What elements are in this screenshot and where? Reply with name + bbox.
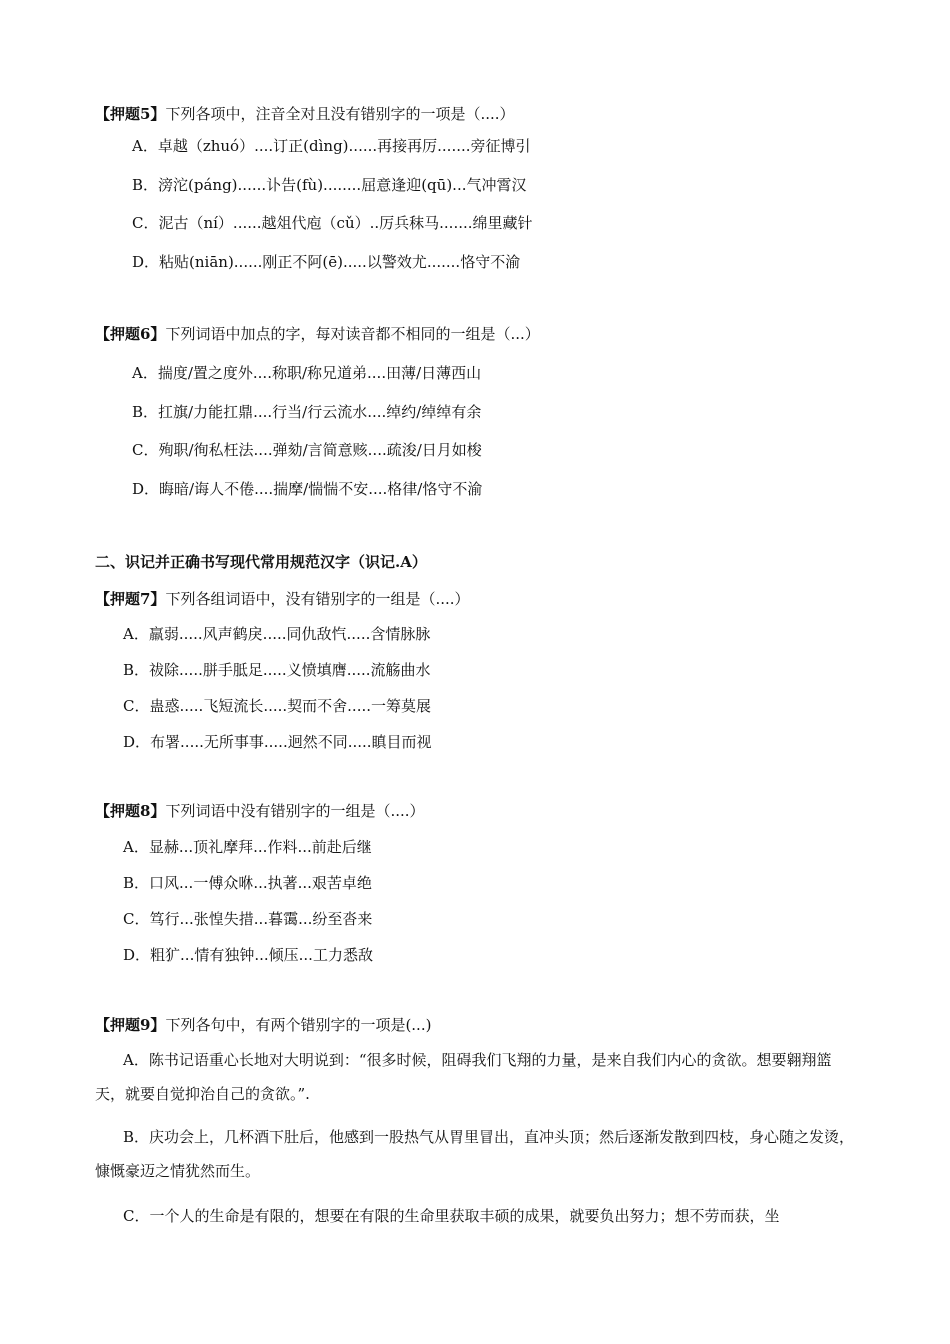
question-8-stem	[95, 801, 425, 821]
question-6-option-a: A．揣度/置之度外....称职/称兄道弟....田薄/日薄西山	[132, 364, 482, 382]
question-9-label: 【押题9】	[95, 1016, 166, 1034]
question-7-text: 下列各组词语中，没有错别字的一组是（....）	[165, 590, 470, 608]
question-7-option-d: D．布署.....无所事事.....迥然不同.....瞋目而视	[123, 733, 432, 751]
question-8-option-c: C．笃行...张惶失措...暮霭...纷至沓来	[123, 910, 373, 928]
question-6-option-d: D．晦暗/诲人不倦....揣摩/惴惴不安....格律/恪守不渝	[132, 480, 483, 498]
question-5-option-c: C．泥古（ní）......越俎代庖（cǔ）..厉兵秣马.......绵里藏针	[132, 214, 533, 232]
question-5-label: 【押题5】	[95, 105, 166, 123]
question-5-option-d: D．粘贴(niān)......刚正不阿(ē).....以警效尤.......恪守不渝	[132, 253, 521, 271]
question-7-option-b: B．祓除.....胼手胝足.....义愤填膺.....流觞曲水	[123, 661, 431, 679]
question-7-option-a: A．羸弱.....风声鹤戾.....同仇敌忾.....含情脉脉	[123, 625, 431, 643]
question-6-stem	[95, 324, 540, 344]
question-5-option-a: A．卓越（zhuó）....订正(dìng)......再接再厉.......旁征博引	[132, 137, 531, 155]
question-7-option-c: C．蛊惑.....飞短流长.....契而不舍.....一筹莫展	[123, 697, 431, 715]
question-9-option-a	[95, 1043, 860, 1111]
question-7-stem	[95, 589, 470, 609]
question-6-label: 【押题6】	[95, 325, 166, 343]
question-8-option-b: B．口风...一傅众咻...执著...艰苦卓绝	[123, 874, 372, 892]
question-9-text: 下列各句中，有两个错别字的一项是(...)	[165, 1016, 432, 1034]
question-7-label: 【押题7】	[95, 590, 166, 608]
question-6-text: 下列词语中加点的字，每对读音都不相同的一组是（...）	[165, 325, 540, 343]
question-8-option-d: D．粗犷...情有独钟...倾压...工力悉敌	[123, 946, 373, 964]
question-9-option-c-text: C．一个人的生命是有限的，想要在有限的生命里获取丰硕的成果，就要负出努力；想不劳而获，坐	[123, 1207, 780, 1225]
question-6-option-b: B．扛旗/力能扛鼎....行当/行云流水....绰约/绰绰有余	[132, 403, 482, 421]
question-9-option-c	[95, 1199, 860, 1233]
question-8-text: 下列词语中没有错别字的一组是（....）	[165, 802, 425, 820]
question-9-option-a-text: A．陈书记语重心长地对大明说到：“很多时候，阻碍我们飞翔的力量，是来自我们内心的贪欲。想要翱翔篮天，就要自觉抑治自己的贪欲。”.	[95, 1051, 832, 1103]
question-5-stem	[95, 104, 515, 124]
question-9-option-b-text: B．庆功会上，几杯酒下肚后，他感到一股热气从胃里冒出，直冲头顶；然后逐渐发散到四枝，身心随之发烫，慷慨豪迈之情犹然而生。	[95, 1128, 855, 1180]
question-5-text: 下列各项中，注音全对且没有错别字的一项是（....）	[165, 105, 515, 123]
question-6-option-c: C．殉职/徇私枉法....弹劾/言简意赅....疏浚/日月如梭	[132, 441, 482, 459]
question-9-stem	[95, 1015, 431, 1035]
question-9-option-b	[95, 1120, 860, 1188]
question-8-label: 【押题8】	[95, 802, 166, 820]
question-5-option-b: B．滂沱(páng)......讣告(fù)........屈意逢迎(qū)...气冲霄汉	[132, 176, 527, 194]
question-8-option-a: A．显赫...顶礼摩拜...作料...前赴后继	[123, 838, 372, 856]
section-2-heading: 二、识记并正确书写现代常用规范汉字（识记.A）	[95, 553, 427, 571]
